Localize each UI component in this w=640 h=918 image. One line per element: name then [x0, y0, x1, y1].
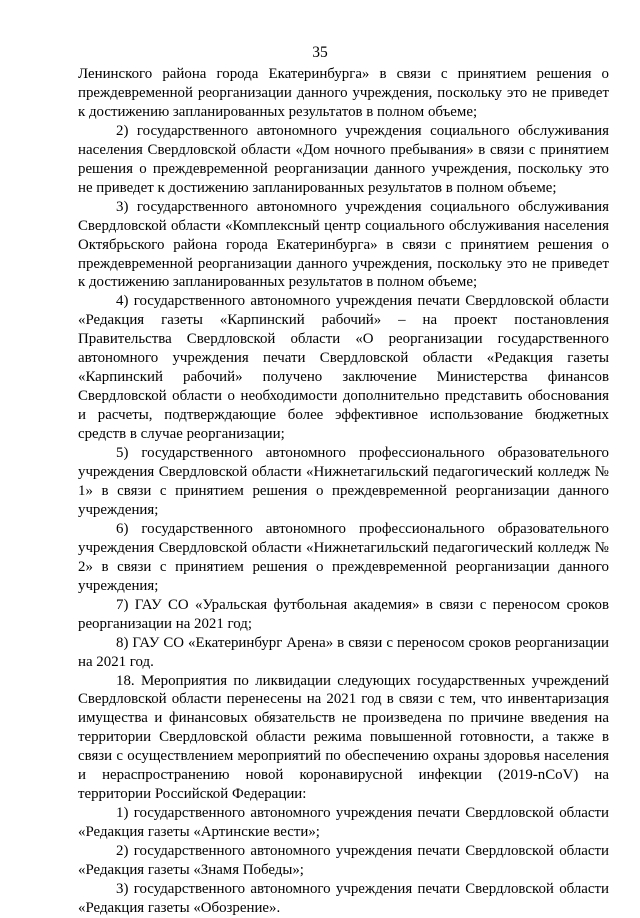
paragraph-item-8: 8) ГАУ СО «Екатеринбург Арена» в связи с переносом сроков реорганизации на 2021 год.	[78, 634, 609, 670]
paragraph-liquidation-item-2: 2) государственного автономного учреждения печати Свердловской области «Редакция газеты «Знамя Победы»;	[78, 843, 609, 879]
paragraph-item-5: 5) государственного автономного профессионального образовательного учреждения Свердловской области «Нижнетагильский педагогический колледж № 1» в связи с принятием решения о преждевременной реорганизации данного учреждения;	[78, 445, 609, 518]
paragraph-item-3: 3) государственного автономного учреждения социального обслуживания Свердловской области «Комплексный центр социального обслуживания населения Октябрьского района города Екатеринбурга» в связи с принятием решения о преждевременной реорганизации данного учреждения, поскольку это не приведет к достижению запланированных результатов в полном объеме;	[78, 198, 609, 291]
document-body	[78, 65, 609, 918]
page-number: 35	[312, 44, 328, 61]
paragraph-liquidation-item-3: 3) государственного автономного учреждения печати Свердловской области «Редакция газеты «Обозрение».	[78, 880, 609, 916]
paragraph-item-4: 4) государственного автономного учреждения печати Свердловской области «Редакция газеты «Карпинский рабочий» – на проект постановления Правительства Свердловской области «О реорганизации государственного автономного учреждения печати Свердловской области «Редакция газеты «Карпинский рабочий» получено заключение Министерства финансов Свердловской области о необходимости дополнительно представить обоснования и расчеты, подтверждающие более эффективное использование бюджетных средств в случае реорганизации;	[78, 293, 609, 443]
paragraph-item-2: 2) государственного автономного учреждения социального обслуживания населения Свердловской области «Дом ночного пребывания» в связи с принятием решения о преждевременной реорганизации данного учреждения, поскольку это не приведет к достижению запланированных результатов в полном объеме;	[78, 122, 609, 196]
paragraph-item-7: 7) ГАУ СО «Уральская футбольная академия» в связи с переносом сроков реорганизации на 2021 год;	[78, 596, 609, 632]
paragraph-item-6: 6) государственного автономного профессионального образовательного учреждения Свердловской области «Нижнетагильский педагогический колледж № 2» в связи с принятием решения о преждевременной реорганизации данного учреждения;	[78, 520, 609, 594]
paragraph-liquidation-item-1: 1) государственного автономного учреждения печати Свердловской области «Редакция газеты «Артинские вести»;	[78, 805, 609, 841]
paragraph-section-18: 18. Мероприятия по ликвидации следующих государственных учреждений Свердловской области перенесены на 2021 год в связи с тем, что инвентаризация имущества и финансовых обязательств не произведена по причине введения на территории Свердловской области режима повышенной готовности, а также в связи с осуществлением мероприятий по обеспечению охраны здоровья населения и нераспространению новой коронавирусной инфекции (2019-nCoV) на территории Российской Федерации:	[78, 672, 609, 803]
paragraph-continuation: Ленинского района города Екатеринбурга» в связи с принятием решения о преждевременной реорганизации данного учреждения, поскольку это не приведет к достижению запланированных результатов в полном объеме;	[78, 66, 609, 120]
